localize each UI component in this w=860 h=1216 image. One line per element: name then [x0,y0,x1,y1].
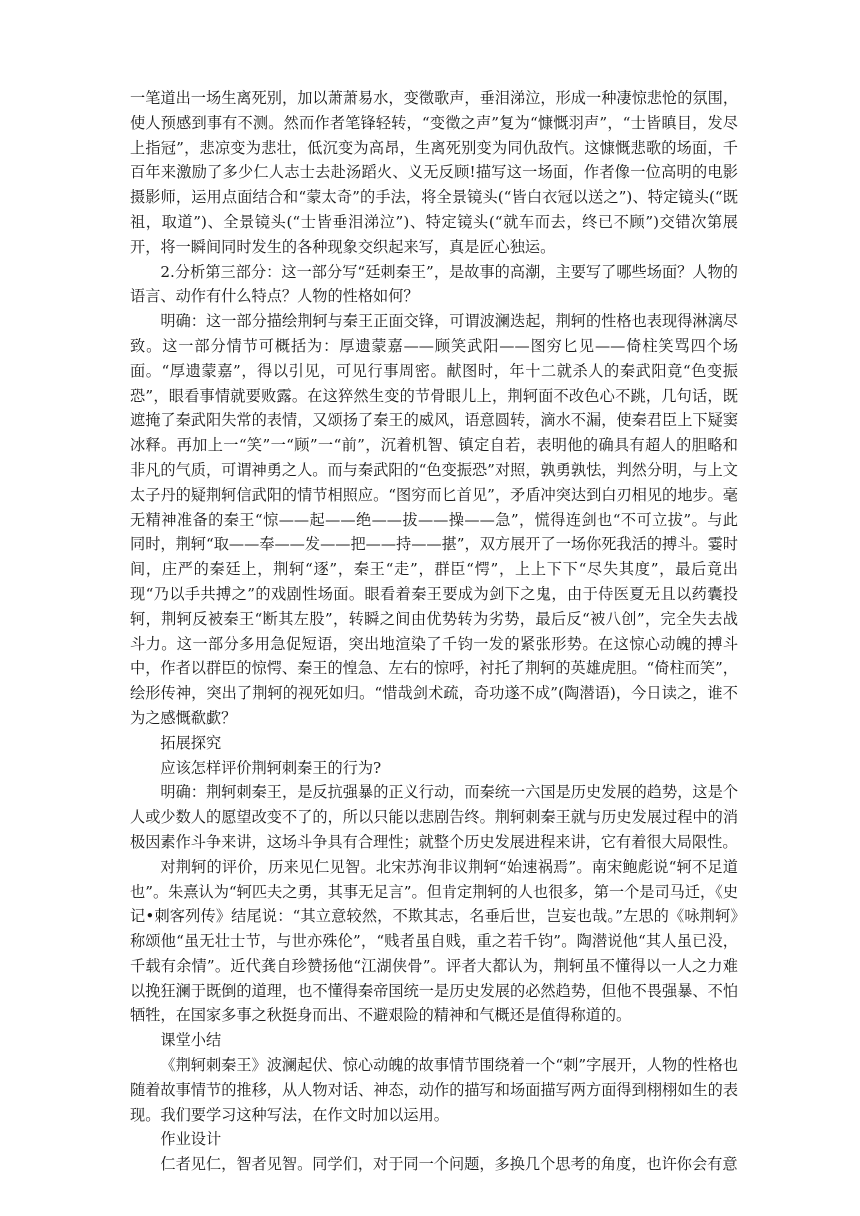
paragraph-summary: 《荆轲刺秦王》波澜起伏、惊心动魄的故事情节围绕着一个“刺”字展开，人物的性格也随着故事情节的推移，从人物对话、神态，动作的描写和场面描写两方面得到栩栩如生的表现。我们要学习这种写法，在作文时加以运用。 [130,1056,738,1124]
paragraph-extension-question: 应该怎样评价荆轲刺秦王的行为? [160,758,382,777]
paragraph-homework: 仁者见仁，智者见智。同学们，对于同一个问题，多换几个思考的角度，也许你会有意 [160,1155,738,1174]
section-heading-extension: 拓展探究 [160,733,222,752]
document-page [130,86,738,1177]
paragraph-continued: 一笔道出一场生离死别，加以萧萧易水，变徵歌声，垂泪涕泣，形成一种凄惊悲怆的氛围，使人预感到事有不测。然而作者笔锋轻转，“变徵之声”复为“慷慨羽声”，“士皆瞋目，发尽上指冠”，悲凉变为悲壮，低沉变为高昂，生离死别变为同仇敌忾。这慷慨悲歌的场面，千百年来激励了多少仁人志士去赴汤蹈火、义无反顾!描写这一场面，作者像一位高明的电影摄影师，运用点面结合和“蒙太奇”的手法，将全景镜头(“皆白衣冠以送之”)、特定镜头(“既祖，取道”)、全景镜头(“士皆垂泪涕泣”)、特定镜头(“就车而去，终已不顾”)交错次第展开，将一瞬间同时发生的各种现象交织起来写，真是匠心独运。 [130,89,738,256]
paragraph-question-2: 2.分析第三部分：这一部分写“廷刺秦王”，是故事的高潮，主要写了哪些场面？人物的语言、动作有什么特点？人物的性格如何？ [130,262,738,306]
section-heading-homework: 作业设计 [160,1130,222,1149]
paragraph-extension-answer: 明确：荆轲刺秦王，是反抗强暴的正义行动，而秦统一六国是历史发展的趋势，这是个人或少数人的愿望改变不了的，所以只能以悲剧告终。荆轲刺秦王就与历史发展过程中的消极因素作斗争来讲，这场斗争具有合理性；就整个历史发展进程来讲，它有着很大局限性。 [130,783,738,851]
paragraph-answer-2: 明确：这一部分描绘荆轲与秦王正面交锋，可谓波澜迭起，荆轲的性格也表现得淋漓尽致。这一部分情节可概括为：厚遗蒙嘉——顾笑武阳——图穷匕见——倚柱笑骂四个场面。“厚遗蒙嘉”，得以引见，可见行事周密。献图时，年十二就杀人的秦武阳竟“色变振恐”，眼看事情就要败露。在这猝然生变的节骨眼儿上，荆轲面不改色心不跳，几句话，既遮掩了秦武阳失常的表情，又颂扬了秦王的威风，语意圆转，滴水不漏，使秦君臣上下疑窦冰释。再加上一“笑”一“顾”一“前”，沉着机智、镇定自若，表明他的确具有超人的胆略和非凡的气质，可谓神勇之人。而与秦武阳的“色变振恐”对照，孰勇孰怯，判然分明，与上文太子丹的疑荆轲信武阳的情节相照应。“图穷而匕首见”，矛盾冲突达到白刃相见的地步。毫无精神准备的秦王“惊——起——绝——拔——操——急”，慌得连剑也“不可立拔”。与此同时，荆轲“取——奉——发——把——持——揕”，双方展开了一场你死我活的搏斗。霎时间，庄严的秦廷上，荆轲“逐”，秦王“走”，群臣“愕”，上上下下“尽失其度”，最后竟出现“乃以手共搏之”的戏剧性场面。眼看着秦王要成为剑下之鬼，由于侍医夏无且以药囊投轲，荆轲反被秦王“断其左股”，转瞬之间由优势转为劣势，最后反“被八创”，完全失去战斗力。这一部分多用急促短语，突出地渲染了千钧一发的紧张形势。在这惊心动魄的搏斗中，作者以群臣的惊愕、秦王的惶急、左右的惊呼，衬托了荆轲的英雄虎胆。“倚柱而笑”，绘形传神，突出了荆轲的视死如归。“惜哉剑术疏，奇功遂不成”(陶潜语)，今日读之，谁不为之感慨欷歔？ [130,312,738,727]
paragraph-evaluation: 对荆轲的评价，历来见仁见智。北宋苏洵非议荆轲“始速祸焉”。南宋鲍彪说“轲不足道也”。朱熹认为“轲匹夫之勇，其事无足言”。但肯定荆轲的人也很多，第一个是司马迁，《史记•刺客列传》结尾说：“其立意较然，不欺其志，名垂后世，岂妄也哉。”左思的《咏荆轲》称颂他“虽无壮士节，与世亦殊伦”，“贱者虽自贱，重之若千钧”。陶潜说他“其人虽已没，千载有余情”。近代龚自珍赞扬他“江湖侠骨”。评者大都认为，荆轲虽不懂得以一人之力难以挽狂澜于既倒的道理，也不懂得秦帝国统一是历史发展的必然趋势，但他不畏强暴、不怕牺牲，在国家多事之秋挺身而出、不避艰险的精神和气概还是值得称道的。 [130,857,739,1025]
section-heading-summary: 课堂小结 [160,1031,222,1050]
